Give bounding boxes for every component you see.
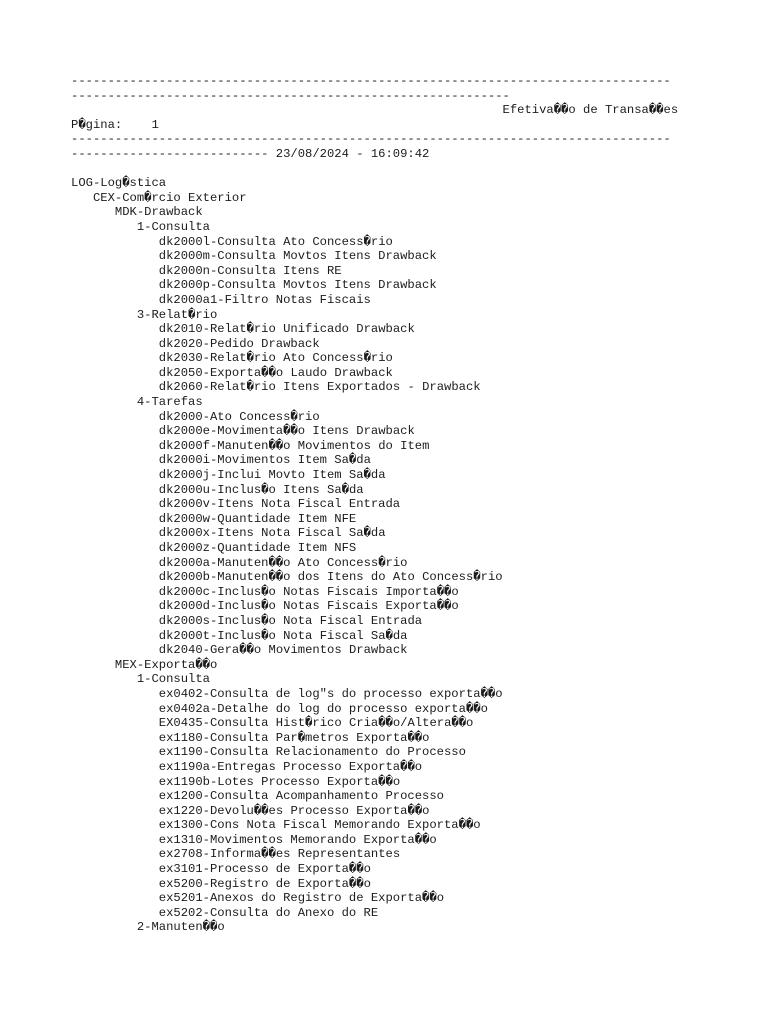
report-line: dk2000a1-Filtro Notas Fiscais [71, 292, 371, 307]
report-line: 2-Manuten��o [71, 920, 225, 935]
report-line: MEX-Exporta��o [71, 657, 218, 672]
report-line: ex1180-Consulta Par�metros Exporta��o [71, 730, 430, 745]
report-line: ex1310-Movimentos Memorando Exporta��o [71, 832, 437, 847]
report-line: ex1190a-Entregas Processo Exporta��o [71, 759, 423, 774]
report-line: dk2000l-Consulta Ato Concess�rio [71, 234, 393, 249]
report-line [71, 162, 761, 177]
report-line: ex3101-Processo de Exporta��o [71, 862, 371, 877]
report-line: ex5200-Registro de Exporta��o [71, 876, 371, 891]
report-line: dk2040-Gera��o Movimentos Drawback [71, 643, 408, 658]
report-line: dk2000d-Inclus�o Notas Fiscais Exporta��o [71, 599, 459, 614]
report-line: dk2000i-Movimentos Item Sa�da [71, 453, 371, 468]
report-line: dk2000m-Consulta Movtos Itens Drawback [71, 249, 437, 264]
report-line: dk2000b-Manuten��o dos Itens do Ato Concess�rio [71, 570, 503, 585]
report-line: dk2000t-Inclus�o Nota Fiscal Sa�da [71, 628, 408, 643]
report-line: dk2000n-Consulta Itens RE [71, 263, 342, 278]
report-line: ex5202-Consulta do Anexo do RE [71, 905, 379, 920]
report-line: 3-Relat�rio [71, 307, 218, 322]
report-line: ex1200-Consulta Acompanhamento Processo [71, 789, 444, 804]
report-line: dk2000u-Inclus�o Itens Sa�da [71, 482, 364, 497]
report-line: dk2000a-Manuten��o Ato Concess�rio [71, 555, 408, 570]
report-line: dk2000j-Inclui Movto Item Sa�da [71, 468, 386, 483]
report-line: --------------------------- 23/08/2024 - 16:09:42 [71, 146, 430, 161]
report-line: dk2060-Relat�rio Itens Exportados - Drawback [71, 380, 481, 395]
report-line: 1-Consulta [71, 672, 210, 687]
report-line: ex1220-Devolu��es Processo Exporta��o [71, 803, 430, 818]
report-line: dk2010-Relat�rio Unificado Drawback [71, 322, 415, 337]
report-line: dk2000e-Movimenta��o Itens Drawback [71, 424, 415, 439]
report-line: dk2000w-Quantidade Item NFE [71, 511, 357, 526]
report-line: 1-Consulta [71, 219, 210, 234]
report-line: LOG-Log�stica [71, 176, 167, 191]
report-line: ex1190-Consulta Relacionamento do Processo [71, 745, 466, 760]
report-line: P�gina: 1 [71, 117, 159, 132]
report-line: MDK-Drawback [71, 205, 203, 220]
report-line: EX0435-Consulta Hist�rico Cria��o/Altera��o [71, 716, 474, 731]
report-line: ex0402-Consulta de log"s do processo exporta��o [71, 686, 503, 701]
report-line: dk2000p-Consulta Movtos Itens Drawback [71, 278, 437, 293]
report-line: dk2050-Exporta��o Laudo Drawback [71, 365, 393, 380]
report-line: dk2000z-Quantidade Item NFS [71, 541, 357, 555]
report-line: dk2000s-Inclus�o Nota Fiscal Entrada [71, 613, 423, 628]
report-line: dk2030-Relat�rio Ato Concess�rio [71, 351, 393, 366]
report-line: CEX-Com�rcio Exterior [71, 190, 247, 205]
report-line: 4-Tarefas [71, 395, 203, 410]
report-line: dk2000-Ato Concess�rio [71, 409, 320, 424]
report-line: dk2020-Pedido Drawback [71, 336, 320, 351]
report-line: ex2708-Informa��es Representantes [71, 847, 401, 862]
report-line: ex1300-Cons Nota Fiscal Memorando Exporta��o [71, 818, 481, 833]
report-line: ---------------------------------------------------------------------------------- [71, 74, 671, 88]
report-line: ex0402a-Detalhe do log do processo exporta��o [71, 701, 488, 716]
report-line: dk2000x-Itens Nota Fiscal Sa�da [71, 526, 386, 541]
report-line: ex5201-Anexos do Registro de Exporta��o [71, 891, 445, 906]
report-line: Efetiva��o de Transa��es [71, 103, 679, 118]
report-line: ex1190b-Lotes Processo Exporta��o [71, 774, 401, 789]
report-line: dk2000f-Manuten��o Movimentos do Item [71, 438, 430, 453]
report-line: ------------------------------------------------------------ [71, 88, 510, 103]
report-line: ---------------------------------------------------------------------------------- [71, 132, 671, 147]
report-line: dk2000v-Itens Nota Fiscal Entrada [71, 497, 401, 512]
report-page [71, 74, 761, 935]
report-line: dk2000c-Inclus�o Notas Fiscais Importa��o [71, 584, 459, 599]
